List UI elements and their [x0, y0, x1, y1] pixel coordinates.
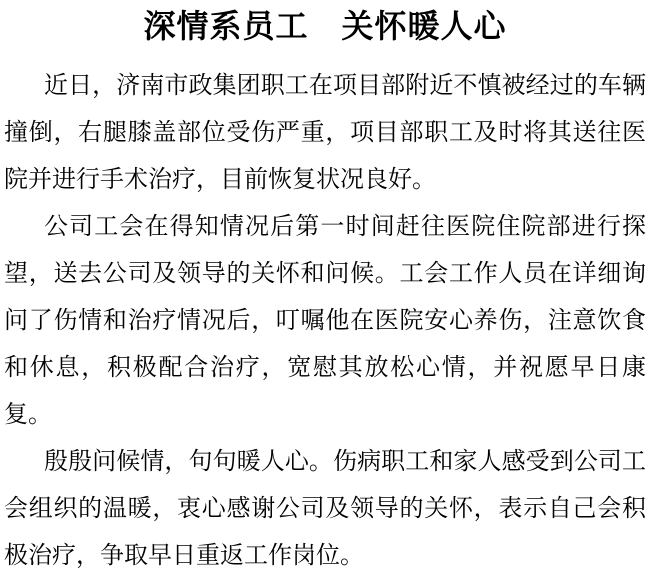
paragraph: 殷殷问候情，句句暖人心。伤病职工和家人感受到公司工会组织的温暖，衷心感谢公司及领导的关怀，表示自己会积极治疗，争取早日重返工作岗位。 [4, 449, 646, 569]
document-body [4, 63, 646, 580]
paragraph: 公司工会在得知情况后第一时间赶往医院住院部进行探望，送去公司及领导的关怀和问候。工会工作人员在详细询问了伤情和治疗情况后，叮嘱他在医院安心养伤，注意饮食和休息，积极配合治疗，宽慰其放松心情，并祝愿早日康复。 [4, 214, 646, 428]
paragraph: 近日，济南市政集团职工在项目部附近不慎被经过的车辆撞倒，右腿膝盖部位受伤严重，项目部职工及时将其送往医院并进行手术治疗，目前恢复状况良好。 [4, 73, 646, 193]
document-title: 深情系员工 关怀暖人心 [143, 8, 507, 44]
